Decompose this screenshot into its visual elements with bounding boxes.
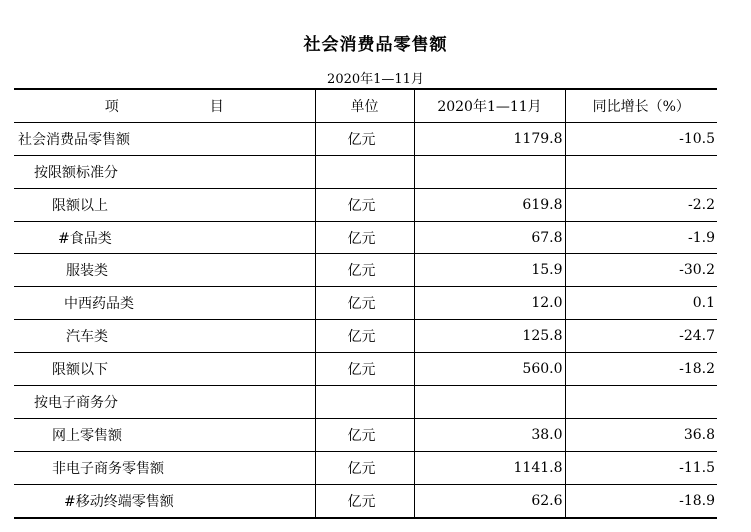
table-row — [14, 418, 717, 451]
row-value: 38.0 — [414, 418, 565, 451]
row-yoy: -18.2 — [565, 353, 717, 386]
row-yoy: -24.7 — [565, 320, 717, 353]
row-unit: 亿元 — [315, 451, 414, 484]
row-value: 15.9 — [414, 254, 565, 287]
row-value: 1179.8 — [414, 122, 565, 155]
table-row — [14, 221, 717, 254]
table-row — [14, 287, 717, 320]
table-row — [14, 484, 717, 517]
row-unit: 亿元 — [315, 418, 414, 451]
header-period: 2020年1—11月 — [414, 89, 565, 122]
row-unit: 亿元 — [315, 188, 414, 221]
period-caption: 2020年1—11月 — [327, 72, 424, 87]
row-name: 社会消费品零售额 — [14, 122, 315, 155]
row-name: 非电子商务零售额 — [14, 451, 315, 484]
row-yoy: -18.9 — [565, 484, 717, 517]
table-row — [14, 451, 717, 484]
header-item-a: 项 — [104, 98, 119, 115]
row-name: 服装类 — [14, 254, 315, 287]
row-value: 1141.8 — [414, 451, 565, 484]
row-unit: 亿元 — [315, 320, 414, 353]
retail-sales-table — [14, 88, 717, 519]
row-unit: 亿元 — [315, 122, 414, 155]
row-name: 限额以下 — [14, 353, 315, 386]
table-row — [14, 320, 717, 353]
row-name: 按电子商务分 — [14, 386, 315, 419]
row-name: #移动终端零售额 — [14, 484, 315, 517]
page-title: 社会消费品零售额 — [303, 35, 448, 55]
row-value: 125.8 — [414, 320, 565, 353]
row-value: 62.6 — [414, 484, 565, 517]
row-value: 560.0 — [414, 353, 565, 386]
row-yoy: -1.9 — [565, 221, 717, 254]
header-item — [14, 89, 315, 122]
row-unit: 亿元 — [315, 287, 414, 320]
row-name: 汽车类 — [14, 320, 315, 353]
row-yoy — [565, 155, 717, 188]
row-yoy: -2.2 — [565, 188, 717, 221]
row-unit: 亿元 — [315, 221, 414, 254]
row-name: 网上零售额 — [14, 418, 315, 451]
row-value — [414, 386, 565, 419]
table-row — [14, 386, 717, 419]
table-row — [14, 155, 717, 188]
row-name: 中西药品类 — [14, 287, 315, 320]
header-item-b: 目 — [209, 98, 224, 115]
row-value — [414, 155, 565, 188]
row-yoy: 0.1 — [565, 287, 717, 320]
row-yoy: -30.2 — [565, 254, 717, 287]
table-row — [14, 353, 717, 386]
row-name: 按限额标准分 — [14, 155, 315, 188]
row-yoy — [565, 386, 717, 419]
row-unit: 亿元 — [315, 254, 414, 287]
row-unit: 亿元 — [315, 484, 414, 517]
row-unit — [315, 155, 414, 188]
row-name: 限额以上 — [14, 188, 315, 221]
row-yoy: -11.5 — [565, 451, 717, 484]
row-value: 619.8 — [414, 188, 565, 221]
row-yoy: -10.5 — [565, 122, 717, 155]
header-unit: 单位 — [315, 89, 414, 122]
row-value: 12.0 — [414, 287, 565, 320]
header-row — [14, 89, 717, 122]
header-yoy: 同比增长（%） — [565, 89, 717, 122]
row-unit — [315, 386, 414, 419]
table-row — [14, 122, 717, 155]
row-unit: 亿元 — [315, 353, 414, 386]
row-value: 67.8 — [414, 221, 565, 254]
table-row — [14, 188, 717, 221]
row-name: #食品类 — [14, 221, 315, 254]
row-yoy: 36.8 — [565, 418, 717, 451]
table-row — [14, 254, 717, 287]
